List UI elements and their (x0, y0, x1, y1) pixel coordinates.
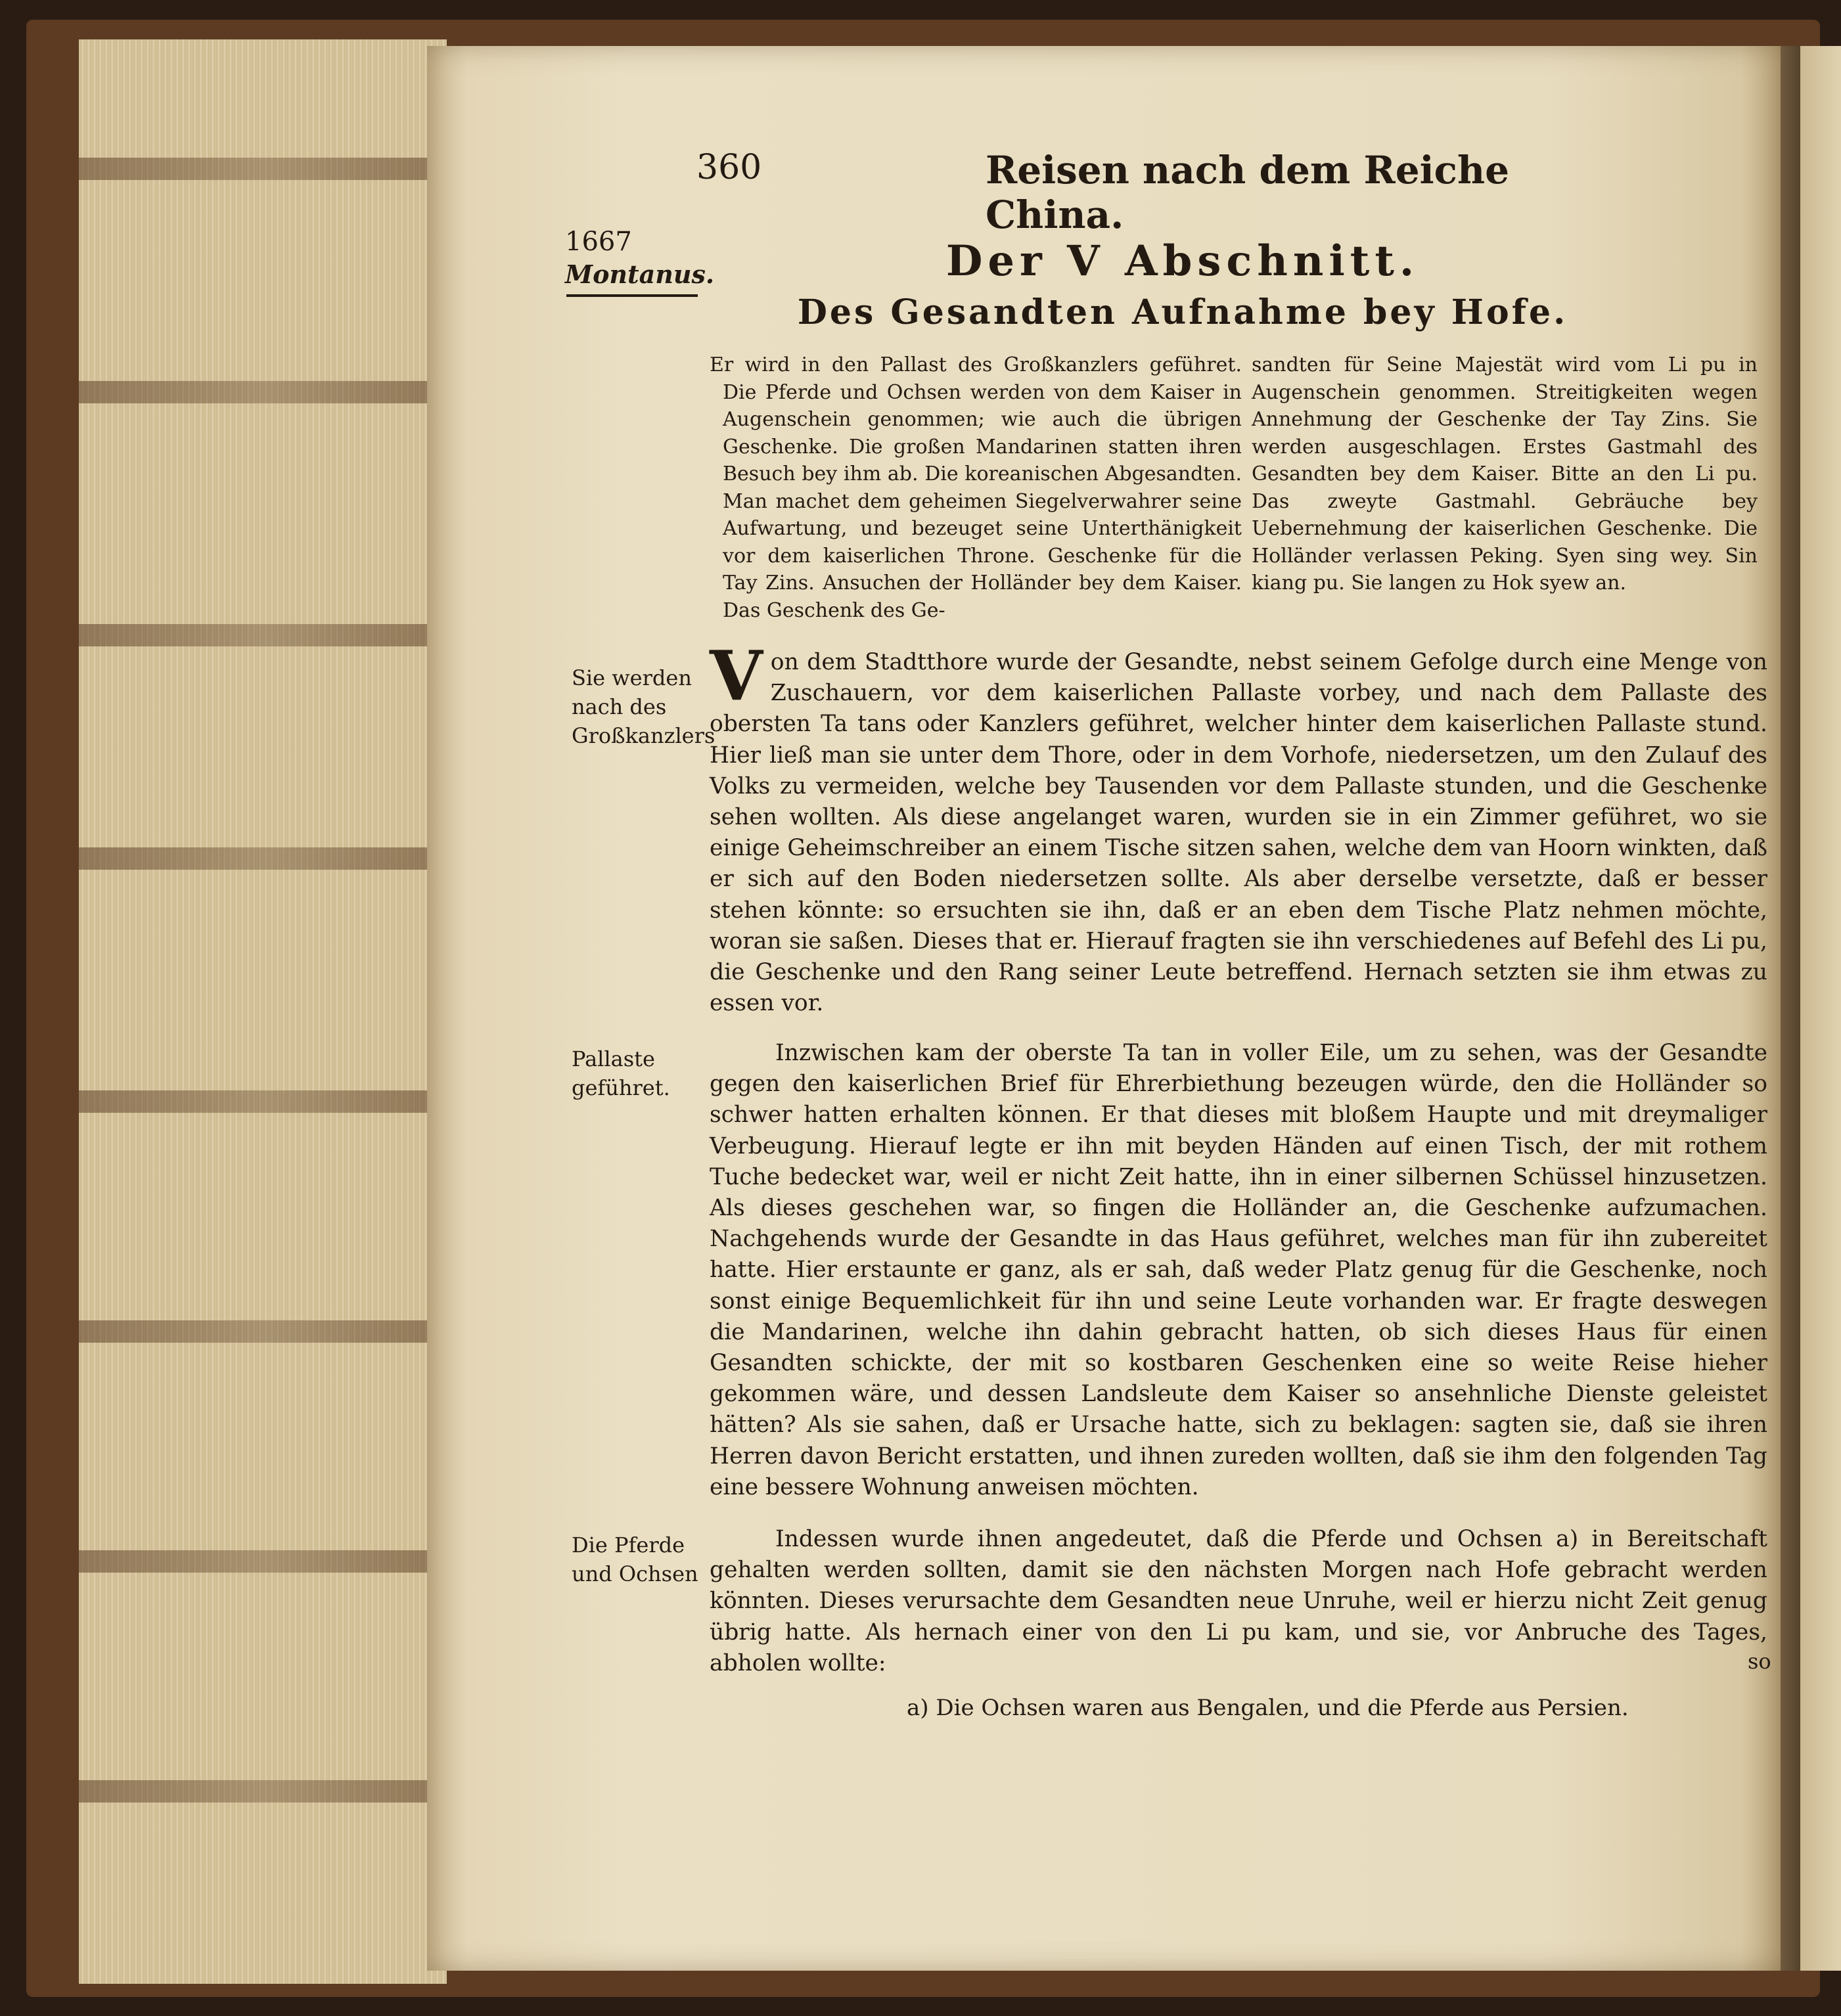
drop-cap: V (710, 635, 763, 716)
margin-year: 1667 (565, 227, 632, 257)
paragraph-2: Inzwischen kam der oberste Ta tan in voller Eile, um zu sehen, was der Gesandte gegen den kaiserlichen Brief für Ehrerbiethung bezeugen würde, den die Holländer so schwer hatten erhalten können. Er that dieses mit bloßem Haupte und mit dreymaliger Verbeugung. Hierauf legte er ihn mit beyden Händen auf einen Tisch, der mit rothem Tuche bedecket war, weil er nicht Zeit hatte, ihn in einer silbernen Schüssel hinzusetzen. Als dieses geschehen war, so fingen die Holländer an, die Geschenke aufzumachen. Nachgehends wurde der Gesandte in das Haus geführet, welches man für ihn zubereitet hatte. Hier erstaunte er ganz, als er sah, daß weder Platz genug für die Geschenke, noch sonst einige Bequemlichkeit für ihn und seine Leute vorhanden war. Er fragte deswegen die Mandarinen, welche ihn dahin gebracht hatten, ob sich dieses Haus für einen Gesandten schickte, der mit so kostbaren Geschenken eine so weite Reise hieher gekommen wäre, und dessen Landsleute dem Kaiser so ansehnliche Dienste geleistet hätten? Als sie sahen, daß er Ursache hatte, sich zu beklagen: sagten sie, daß sie ihren Herren davon Bericht erstatten, und ihnen zureden wollten, daß sie ihm den folgenden Tag eine bessere Wohnung anweisen möchten. (710, 1040, 1767, 1500)
paragraph-1 (710, 635, 1767, 1019)
paragraph-1-text: on dem Stadtthore wurde der Gesandte, nebst seinem Gefolge durch eine Menge von Zuschauern, vor dem kaiserlichen Pallaste vorbey, und nach dem Pallaste des obersten Ta tans oder Kanzlers geführet, welcher hinter dem kaiserlichen Pallaste stund. Hier ließ man sie unter dem Thore, oder in dem Vorhofe, niedersetzen, um den Zulauf des Volks zu vermeiden, welche bey Tausenden vor dem Pallaste stunden, und die Geschenke sehen wollten. Als diese angelanget waren, wurden sie in ein Zimmer geführet, wo sie einige Geheimschreiber an einem Tische sitzen sahen, welche dem van Hoorn winkten, daß er sich auf den Boden niedersetzen sollte. Als aber derselbe versetzte, daß er besser stehen könnte: so ersuchten sie ihn, daß er an eben dem Tische Platz nehmen möchte, woran sie saßen. Dieses that er. Hierauf fragten sie ihn verschiedenes auf Befehl des Li pu, die Geschenke und den Rang seiner Leute betreffend. Hernach setzten sie ihm etwas zu essen vor. (710, 649, 1767, 1017)
summary-right-column: sandten für Seine Majestät wird vom Li pu in Augenschein genommen. Streitigkeiten wegen Annehmung der Geschenke der Tay Zins. Sie werden ausgeschlagen. Erstes Gastmahl des Gesandten bey dem Kaiser. Bitte an den Li pu. Das zweyte Gastmahl. Gebräuche bey Uebernehmung der kaiserlichen Geschenke. Die Holländer verlassen Peking. Syen sing wey. Sin kiang pu. Sie langen zu Hok syew an. (1252, 353, 1758, 594)
catchword: so (1748, 1649, 1771, 1674)
running-head (696, 148, 1649, 237)
margin-note-1: Sie werden nach des Großkanzlers (572, 665, 716, 748)
section-title: Der V Abschnitt. (945, 236, 1420, 286)
facing-page-edge (1800, 46, 1841, 1971)
summary-left-column: Er wird in den Pallast des Großkanzlers geführet. Die Pferde und Ochsen werden von dem Kaiser in Augenschein genommen; wie auch die übrigen Geschenke. Die großen Mandarinen statten ihren Besuch bey ihm ab. Die koreanischen Abgesandten. Man machet dem geheimen Siegelverwahrer seine Aufwartung, und bezeuget seine Unterthänigkeit vor dem kaiserlichen Throne. Geschenke für die Tay Zins. Ansuchen der Holländer bey dem Kaiser. Das Geschenk des Ge- (710, 353, 1242, 622)
footnote: a) Die Ochsen waren aus Bengalen, und die Pferde aus Persien. (907, 1695, 1629, 1721)
running-title: Reisen nach dem Reiche China. (986, 148, 1510, 237)
margin-note-3: Die Pferde und Ochsen (572, 1533, 698, 1586)
margin-author: Montanus. (565, 259, 715, 289)
page-number: 360 (696, 148, 762, 187)
section-subtitle: Des Gesandten Aufnahme bey Hofe. (797, 292, 1568, 332)
paragraph-3: Indessen wurde ihnen angedeutet, daß die Pferde und Ochsen a) in Bereitschaft gehalten werden sollten, damit sie den nächsten Morgen nach Hofe gebracht werden könnten. Dieses verursachte dem Gesandten neue Unruhe, weil er hierzu nicht Zeit genug übrig hatte. Als hernach einer von den Li pu kam, und sie, vor Anbruche des Tages, abholen wollte: (710, 1526, 1767, 1676)
page-edges (79, 39, 447, 1984)
margin-note-2: Pallaste geführet. (572, 1046, 670, 1100)
